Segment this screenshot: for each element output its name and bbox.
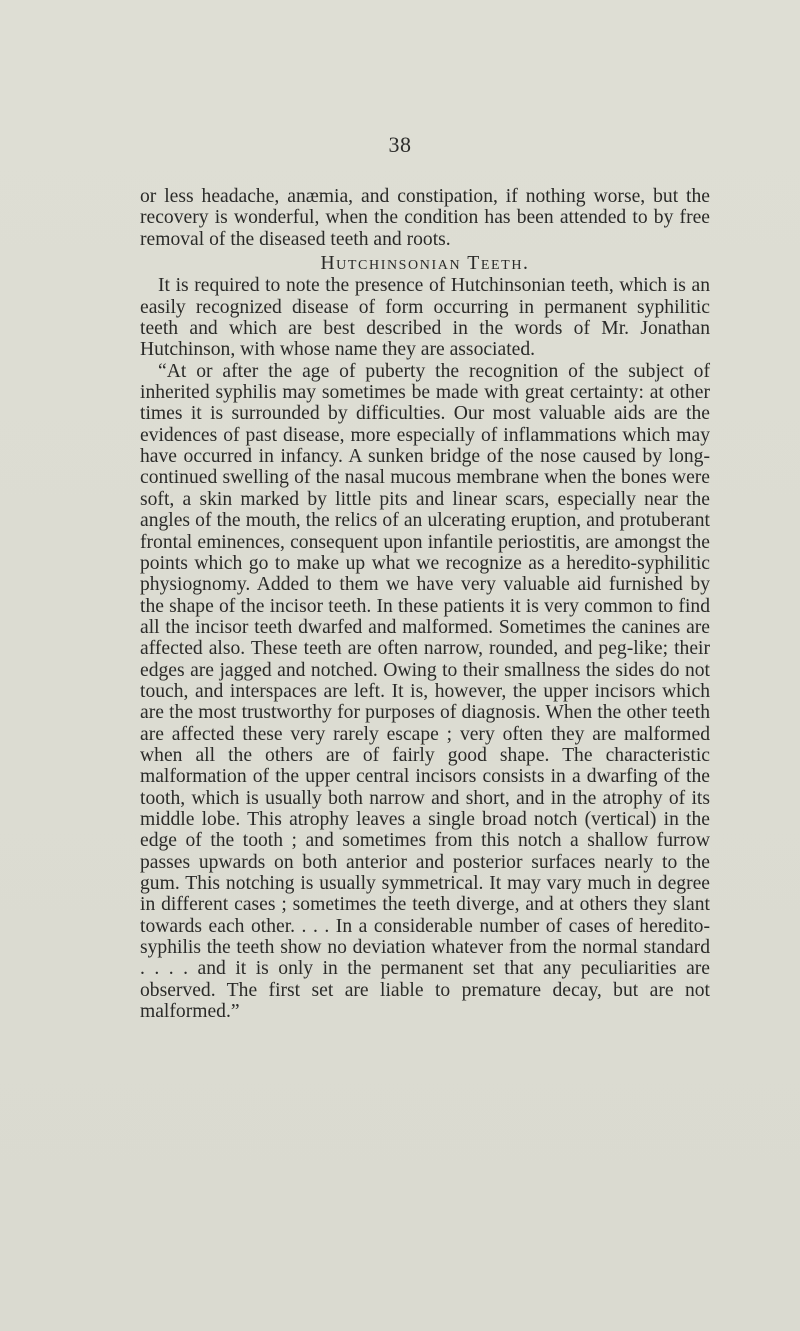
paragraph-quotation: “At or after the age of puberty the recognition of the subject of inherited syphilis may sometimes be made with great certainty: at other times it is surrounded by difficulties. Our most valuable aids are the evidences of past disease, more especially of inflammations which may have occurred in infancy. A sunken bridge of the nose caused by long-continued swelling of the nasal mucous membrane when the bones were soft, a skin marked by little pits and linear scars, especially near the angles of the mouth, the relics of an ulcerating eruption, and protuberant frontal eminences, consequent upon infantile periostitis, are amongst the points which go to make up what we recognize as a heredito-syphilitic physiognomy. Added to them we have very valuable aid furnished by the shape of the incisor teeth. In these patients it is very common to find all the incisor teeth dwarfed and malformed. Sometimes the canines are affected also. These teeth are often narrow, rounded, and peg-like; their edges are jagged and notched. Owing to their smallness the sides do not touch, and interspaces are left. It is, however, the upper incisors which are the most trustworthy for purposes of diagnosis. When the other teeth are affected these very rarely escape ; very often they are malformed when all the others are of fairly good shape. The characteristic malformation of the upper central incisors consists in a dwarfing of the tooth, which is usually both narrow and short, and in the atrophy of its middle lobe. This atrophy leaves a single broad notch (vertical) in the edge of the tooth ; and sometimes from this notch a shallow furrow passes upwards on both anterior and posterior surfaces nearly to the gum. This notching is usually symmetrical. It may vary much in degree in different cases ; sometimes the teeth diverge, and at others they slant towards each other. . . . In a considerable number of cases of heredito-syphilis the teeth show no deviation whatever from the normal standard . . . . and it is only in the permanent set that any peculiarities are observed. The first set are liable to premature decay, but are not malformed.” [140, 360, 710, 1023]
section-heading: Hutchinsonian Teeth. [320, 253, 530, 275]
paragraph-intro: It is required to note the presence of Hutchinsonian teeth, which is an easily recognized disease of form occurring in permanent syphilitic teeth and which are best described in the words of Mr. Jonathan Hutchinson, with whose name they are associated. [140, 275, 710, 361]
body-text [140, 186, 710, 1022]
paragraph-opening: or less headache, anæmia, and constipation, if nothing worse, but the recovery is wonderful, when the condition has been attended to by free removal of the diseased teeth and roots. [140, 186, 710, 250]
page-number: 38 [388, 132, 412, 157]
